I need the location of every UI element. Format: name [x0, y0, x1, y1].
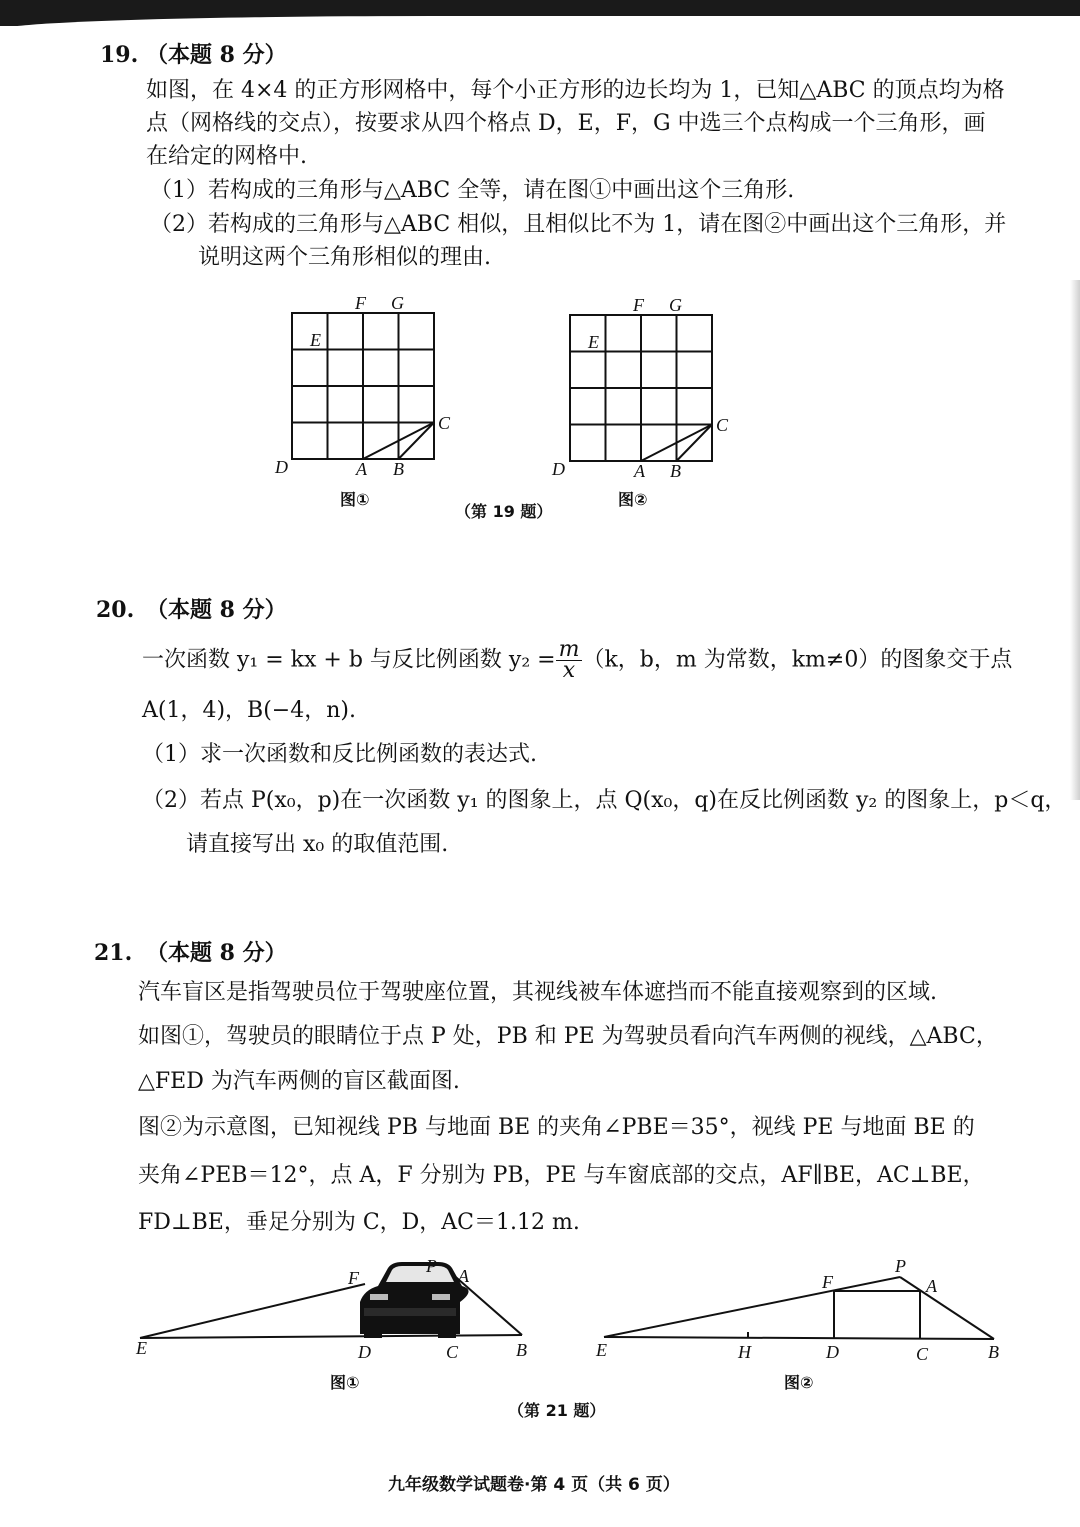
q19-fig2-bc-line [677, 425, 713, 462]
q20-score: （本题 8 分） [146, 597, 287, 623]
q21-fig1-label-a: A [458, 1266, 469, 1286]
q20-fraction [556, 637, 583, 683]
q20-part1: （1）求一次函数和反比例函数的表达式. [142, 742, 537, 767]
q21-figures [120, 1250, 1020, 1430]
q19-fig2-label-d: D [552, 459, 565, 479]
q20-line2: A(1，4)，B(−4，n). [142, 698, 356, 723]
q19-fig2-label-c: C [716, 415, 729, 435]
q19-fig2-label-e: E [588, 332, 599, 352]
q19-line3: 在给定的网格中. [146, 144, 307, 169]
q21-fig2-label-h: H [738, 1342, 751, 1362]
q21-line4: 图②为示意图，已知视线 PB 与地面 BE 的夹角∠PBE＝35°，视线 PE 与地面 BE 的 [138, 1115, 975, 1140]
scan-top-curve [0, 16, 1080, 30]
q21-line1: 汽车盲区是指驾驶员位于驾驶座位置，其视线被车体遮挡而不能直接观察到的区域. [138, 980, 937, 1005]
q19-fig1-label-c: C [438, 413, 451, 433]
q19-line2: 点（网格线的交点），按要求从四个格点 D，E，F，G 中选三个点构成一个三角形，画 [146, 111, 986, 136]
q19-fig1-label-b: B [393, 459, 404, 479]
q21-fig1-label-b: B [516, 1340, 527, 1360]
q21-fig2-caption: 图② [784, 1373, 814, 1392]
q20-number: 20. [96, 597, 135, 623]
q19-fig1-label-e: E [310, 330, 321, 350]
q19-fig1-label-f: F [355, 293, 366, 313]
q21-fig1-label-d: D [358, 1342, 371, 1362]
q21-number: 21. [94, 940, 133, 966]
q19-figures [260, 285, 760, 525]
q21-fig2-label-e: E [596, 1340, 607, 1360]
q21-caption: （第 21 题） [508, 1401, 606, 1420]
q21-fig2-label-a: A [926, 1276, 937, 1296]
q19-part1: （1）若构成的三角形与△ABC 全等，请在图①中画出这个三角形. [150, 178, 795, 203]
q21-fig2-label-c: C [916, 1344, 929, 1364]
q19-fig1-label-g: G [391, 293, 404, 313]
q21-line6: FD⊥BE，垂足分别为 C，D，AC＝1.12 m. [138, 1210, 580, 1235]
q21-fig2-label-b: B [988, 1342, 999, 1362]
q20-frac-numerator: m [556, 640, 583, 661]
q20-line1 [142, 637, 1013, 683]
q21-score: （本题 8 分） [146, 940, 287, 966]
q19-caption: （第 19 题） [455, 502, 553, 521]
q19-fig1-caption: 图① [340, 490, 370, 509]
scan-right-shadow [1070, 280, 1080, 800]
q19-fig1-bc-line [399, 423, 435, 460]
q19-score: （本题 8 分） [146, 42, 287, 68]
q21-fig1-label-c: C [446, 1342, 459, 1362]
q20-line1-pre: 一次函数 y₁ = kx + b 与反比例函数 y₂ = [142, 647, 556, 673]
q19-fig1-label-a: A [356, 459, 367, 479]
q20-part2b: 请直接写出 x₀ 的取值范围. [186, 832, 449, 857]
q20-line1-post: （k，b，m 为常数，km≠0）的图象交于点 [582, 647, 1013, 673]
q21-car-illustration [360, 1262, 469, 1338]
q19-part2a: （2）若构成的三角形与△ABC 相似，且相似比不为 1，请在图②中画出这个三角形，并 [150, 212, 1007, 237]
q20-part2a: （2）若点 P(x₀，p)在一次函数 y₁ 的图象上，点 Q(x₀，q)在反比例函数 y₂ 的图象上，p＜q， [142, 788, 1067, 813]
q21-fig2-label-f: F [822, 1272, 833, 1292]
q19-part2b: 说明这两个三角形相似的理由. [198, 245, 491, 270]
page-footer: 九年级数学试题卷·第 4 页（共 6 页） [388, 1475, 680, 1495]
q21-line5: 夹角∠PEB＝12°，点 A，F 分别为 PB，PE 与车窗底部的交点，AF∥BE，AC⊥BE， [138, 1163, 985, 1188]
q19-fig1-label-d: D [275, 457, 288, 477]
q21-fig1-caption: 图① [330, 1373, 360, 1392]
q21-fig2-label-d: D [826, 1342, 839, 1362]
q19-fig2-caption: 图② [618, 490, 648, 509]
q19-number: 19. [100, 42, 139, 68]
q19-line1: 如图，在 4×4 的正方形网格中，每个小正方形的边长均为 1，已知△ABC 的顶点均为格 [146, 78, 1005, 103]
q19-fig2-label-g: G [669, 295, 682, 315]
q20-frac-denominator: x [562, 658, 576, 683]
q19-fig2-label-a: A [634, 461, 645, 481]
q19-fig2-label-b: B [670, 461, 681, 481]
q21-fig1-label-f: F [348, 1268, 359, 1288]
q21-line2: 如图①，驾驶员的眼睛位于点 P 处，PB 和 PE 为驾驶员看向汽车两侧的视线，△ABC， [138, 1024, 998, 1049]
q21-line3: △FED 为汽车两侧的盲区截面图. [138, 1069, 460, 1094]
q21-fig1-label-e: E [136, 1338, 147, 1358]
q21-fig2-label-p: P [895, 1256, 906, 1276]
q19-fig2-label-f: F [633, 295, 644, 315]
q21-fig1-label-p: P [426, 1256, 437, 1276]
